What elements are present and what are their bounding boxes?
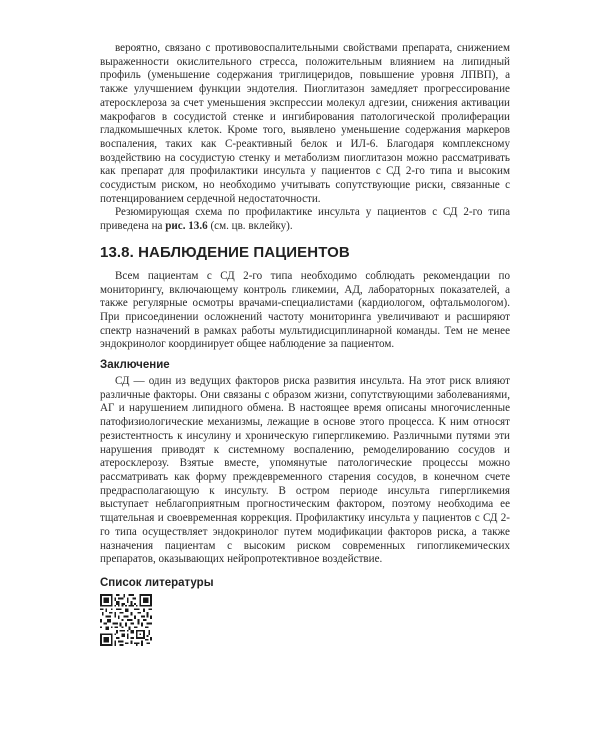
paragraph-monitoring: Всем пациентам с СД 2-го типа необходимо соблюдать рекомендации по мониторингу, включающему контроль гликемии, АД, лабораторных показателей, а также регулярные осмотры врачами-специалистами (кардиологом, офтальмологом). При присоединении осложнений частоту мониторинга увеличивают и расширяют спектр назначений в рамках работы мультидисциплинарной команды. Тем не менее эндокринолог координирует общее наблюдение за пациентом. (100, 269, 510, 351)
paragraph-pioglitazone: вероятно, связано с противовоспалительными свойствами препарата, снижением выраженности окислительного стресса, положительным влиянием на липидный профиль (уменьшение содержания триглицеридов, повышение уровня ЛПВП), а также улучшением функции эндотелия. Пиоглитазон замедляет прогрессирование атеросклероза за счет уменьшения экспрессии молекул адгезии, снижения активации макрофагов в сосудистой стенке и ингибирования патологической пролиферации гладкомышечных клеток. Кроме того, выявлено уменьшение содержания маркеров воспаления, таких как С-реактивный белок и ИЛ-6. Благодаря комплексному воздействию на сосудистую стенку и метаболизм пиоглитазон можно рассматривать как препарат для профилактики инсульта у пациентов с СД 2-го типа и высоким сосудистым риском, но необходимо учитывать сопутствующие риски, связанные с потенцированием сердечной недостаточности. (100, 42, 510, 205)
summary-text-start: Резюмирующая схема по профилактике инсульта у пациентов с СД 2-го типа приведена на (100, 206, 510, 233)
qr-code-icon[interactable] (100, 594, 152, 646)
conclusion-heading: Заключение (100, 359, 170, 372)
paragraph-summary-scheme (100, 206, 510, 233)
section-title: 13.8. НАБЛЮДЕНИЕ ПАЦИЕНТОВ (100, 243, 350, 261)
references-heading: Список литературы (100, 576, 214, 589)
figure-reference-link[interactable]: рис. 13.6 (165, 220, 208, 233)
page-content (100, 42, 510, 646)
summary-text-end: (см. цв. вклейку). (207, 220, 293, 233)
paragraph-conclusion: СД — один из ведущих факторов риска развития инсульта. На этот риск влияют различные факторы. Они связаны с образом жизни, сопутствующими заболеваниями, АГ и нарушением липидного обмена. В настоящее время описаны многочисленные патофизиологические механизмы, лежащие в основе этого процесса. К ним относят резистентность к инсулину и хроническую гипергликемию. Различными путями эти нарушения приводят к системному воспалению, ремоделированию сосудов и атеросклерозу. Взятые вместе, упомянутые патологические процессы можно рассматривать как форму преждевременного старения сосудов, в конечном счете предрасполагающую к инсульту. В остром периоде инсульта гипергликемия выступает неблагоприятным прогностическим фактором, поэтому необходима ее тщательная и своевременная коррекция. Профилактику инсульта у пациентов с СД 2-го типа осуществляет эндокринолог путем модификации факторов риска, а также назначения пациентам с высоким риском современных гипогликемических препаратов, оказывающих нейропротективное воздействие. (100, 375, 510, 566)
